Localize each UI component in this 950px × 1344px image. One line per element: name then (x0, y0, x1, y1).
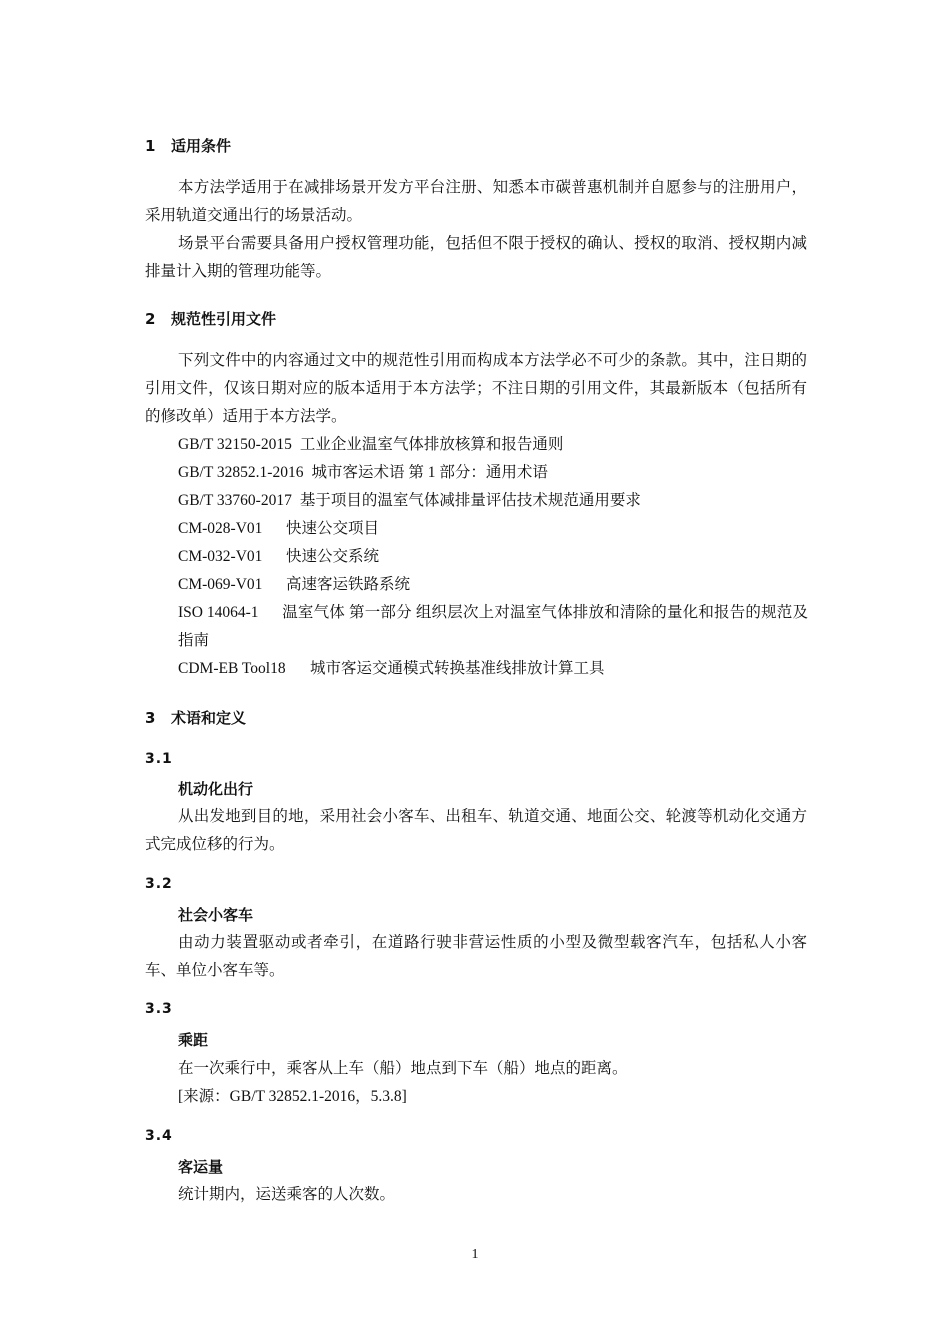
reference-title: 城市客运交通模式转换基准线排放计算工具 (310, 660, 605, 677)
term-source: [来源：GB/T 32852.1-2016，5.3.8] (178, 1088, 407, 1105)
section-3-title: 术语和定义 (171, 709, 247, 727)
reference-title: 快速公交系统 (286, 548, 380, 565)
term-title: 机动化出行 (178, 780, 254, 798)
section-3-number: 3 (145, 709, 156, 727)
section-2-number: 2 (145, 310, 156, 328)
reference-item (178, 571, 808, 599)
term-title: 社会小客车 (178, 906, 254, 924)
reference-item (178, 543, 808, 571)
section-1-paragraph-2: 场景平台需要具备用户授权管理功能，包括但不限于授权的确认、授权的取消、授权期内减排量计入期的管理功能等。 (145, 235, 807, 280)
section-1-paragraph-1: 本方法学适用于在减排场景开发方平台注册、知悉本市碳普惠机制并自愿参与的注册用户，采用轨道交通出行的场景活动。 (145, 179, 807, 224)
reference-item (178, 487, 808, 515)
section-2-heading (145, 309, 276, 329)
reference-code: CM-032-V01 (178, 548, 263, 565)
section-3-heading (145, 708, 246, 728)
section-1-heading (145, 136, 231, 156)
term-title: 乘距 (178, 1031, 209, 1049)
section-2-intro: 下列文件中的内容通过文中的规范性引用而构成本方法学必不可少的条款。其中，注日期的引用文件，仅该日期对应的版本适用于本方法学；不注日期的引用文件，其最新版本（包括所有的修改单）适用于本方法学。 (145, 352, 807, 425)
reference-item (178, 459, 808, 487)
reference-title: 高速客运铁路系统 (286, 576, 411, 593)
term-number: 3.2 (145, 876, 173, 892)
term-number: 3.1 (145, 751, 173, 767)
section-2-title: 规范性引用文件 (171, 310, 277, 328)
reference-code: GB/T 33760-2017 (178, 492, 292, 509)
reference-item (178, 655, 808, 683)
reference-title: 温室气体 第一部分 组织层次上对温室气体排放和清除的量化和报告的规范及指南 (178, 604, 808, 649)
term-number: 3.3 (145, 1001, 173, 1017)
page-number: 1 (471, 1247, 479, 1262)
reference-code: CM-069-V01 (178, 576, 263, 593)
reference-code: GB/T 32852.1-2016 (178, 464, 304, 481)
reference-code: CDM-EB Tool18 (178, 660, 286, 677)
term-definition: 由动力装置驱动或者牵引，在道路行驶非营运性质的小型及微型载客汽车，包括私人小客车、单位小客车等。 (145, 934, 807, 979)
reference-code: ISO 14064-1 (178, 604, 259, 621)
term-title: 客运量 (178, 1158, 224, 1176)
reference-item (178, 515, 808, 543)
term-number: 3.4 (145, 1128, 173, 1144)
reference-title: 城市客运术语 第 1 部分：通用术语 (311, 464, 548, 481)
reference-code: CM-028-V01 (178, 520, 263, 537)
reference-item (178, 599, 808, 655)
reference-item (178, 431, 808, 459)
reference-title: 快速公交项目 (286, 520, 380, 537)
reference-title: 工业企业温室气体排放核算和报告通则 (299, 436, 564, 453)
term-definition: 从出发地到目的地，采用社会小客车、出租车、轨道交通、地面公交、轮渡等机动化交通方式完成位移的行为。 (145, 808, 807, 853)
reference-title: 基于项目的温室气体减排量评估技术规范通用要求 (299, 492, 641, 509)
reference-code: GB/T 32150-2015 (178, 436, 292, 453)
section-1-title: 适用条件 (171, 137, 232, 155)
term-definition: 在一次乘行中，乘客从上车（船）地点到下车（船）地点的距离。 (178, 1060, 628, 1077)
term-definition: 统计期内，运送乘客的人次数。 (178, 1186, 396, 1203)
section-1-number: 1 (145, 137, 156, 155)
